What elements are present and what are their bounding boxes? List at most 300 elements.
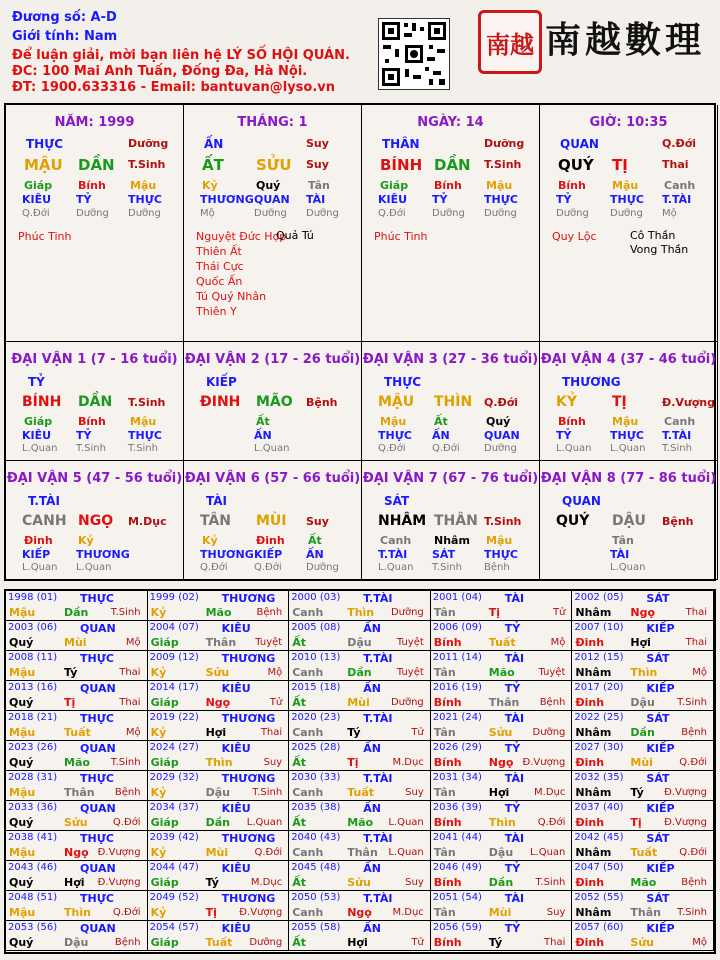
year-branch: Sửu [488,726,513,739]
year-stem: Giáp [150,876,179,889]
year-cell [6,681,148,711]
year-phase: Bệnh [681,727,707,738]
year-stem: Canh [292,606,324,619]
hidden-star: THỰC [610,429,644,442]
year-star: SÁT [646,592,670,605]
year-branch: Hợi [630,636,651,649]
stem-star: THỰC [26,137,64,151]
year-cell [148,921,290,951]
year-cell [572,651,714,681]
year-branch: Mùi [205,846,229,859]
year-label: 2005 (08) [291,622,341,633]
year-label: 2045 (48) [291,862,341,873]
year-star: TÀI [504,772,525,785]
year-cell [148,861,290,891]
year-branch: Ngọ [630,606,656,619]
year-branch: Thân [347,846,378,859]
year-star: TÀI [504,592,525,605]
pillar-3 [540,105,718,342]
year-phase: Bệnh [681,877,707,888]
year-phase: Q.Đới [537,817,566,828]
hidden-star: SÁT [432,548,456,561]
hidden-phase: Q.Đới [200,562,228,573]
luck-stem: ĐINH [200,394,241,410]
year-stem: Bính [433,816,462,829]
hidden-star: QUAN [484,429,520,442]
year-cell [431,741,573,771]
year-phase: Tuyệt [396,637,424,648]
hidden-star: TỶ [556,429,572,442]
year-branch: Tuất [630,846,658,859]
phone-email[interactable]: ĐT: 1900.633316 - Email: bantuvan@lyso.vn [12,80,336,95]
year-stem: Ất [292,756,306,769]
branch-star: Suy [306,137,329,150]
year-cell [6,801,148,831]
special-stars-red [18,229,72,244]
hidden-phase: L.Quan [556,443,592,454]
year-stem: Quý [9,756,34,769]
luck-title: ĐẠI VẬN 5 (47 - 56 tuổi) [6,471,183,486]
hidden-phase: Dưỡng [76,208,109,219]
hidden-stem: Nhâm [434,534,470,547]
year-cell [148,801,290,831]
luck-stem: QUÝ [556,513,590,529]
year-phase: Thai [685,637,707,648]
year-cell [572,621,714,651]
year-label: 2051 (54) [432,892,482,903]
luck-title: ĐẠI VẬN 7 (67 - 76 tuổi) [362,471,539,486]
year-star: ẤN [363,622,381,635]
year-branch: Dần [64,606,89,619]
luck-title: ĐẠI VẬN 1 (7 - 16 tuổi) [11,352,178,367]
hidden-stem: Canh [380,534,412,547]
year-star: SÁT [646,652,670,665]
year-cell [148,591,290,621]
year-stem: Mậu [9,666,36,679]
year-stem: Kỷ [150,846,167,859]
hidden-phase: Q.Đới [378,443,406,454]
year-label: 2034 (37) [149,802,199,813]
year-stem: Đinh [575,816,605,829]
year-label: 2001 (04) [432,592,482,603]
hidden-star: THỰC [484,548,518,561]
year-star: TỶ [504,742,521,755]
year-label: 2017 (20) [574,682,624,693]
year-star: T.TÀI [363,712,393,725]
year-star: QUAN [80,622,116,635]
year-phase: Tuyệt [538,667,566,678]
year-star: SÁT [646,832,670,845]
special-star: Quả Tú [276,229,314,242]
hidden-phase: T.Sinh [432,562,462,573]
year-label: 2042 (45) [574,832,624,843]
year-cell [431,831,573,861]
year-phase: Tử [411,727,424,738]
year-branch: Tuất [488,636,516,649]
year-label: 2038 (41) [8,832,58,843]
year-branch: Tý [64,666,78,679]
year-stem: Tân [433,726,456,739]
hidden-phase: Dưỡng [254,208,287,219]
hidden-stem: Quý [486,415,511,428]
luck-stem: TÂN [200,513,232,529]
year-phase: Dưỡng [532,727,566,738]
pillar-title: THÁNG: 1 [237,115,308,130]
year-stem: Ất [292,816,306,829]
year-phase: Mộ [125,637,141,648]
heavenly-stem: QUÝ [558,156,594,174]
year-star: T.TÀI [363,592,393,605]
hidden-star: TÀI [610,548,630,561]
year-stem: Nhâm [575,906,612,919]
pillar-0 [6,105,184,342]
year-branch: Tuất [347,786,374,799]
year-cell [572,921,714,951]
hidden-stem: Mậu [130,179,157,192]
year-star: KIẾP [646,862,675,875]
hidden-stem: Tân [308,179,330,192]
year-phase: M.Dục [250,877,283,888]
year-cell [6,711,148,741]
year-phase: Tử [552,607,566,618]
luck-branch: MÙI [256,513,287,529]
year-stem: Giáp [150,816,179,829]
hidden-phase: Dưỡng [484,443,517,454]
year-stem: Quý [9,636,34,649]
year-cell [572,831,714,861]
hidden-star: QUAN [254,193,290,206]
year-branch: Tý [488,936,503,949]
contact-note: Để luận giải, mời bạn liên hệ LÝ SỐ HỘI QUÁN. [12,48,350,63]
year-phase: Suy [263,757,283,768]
year-branch: Tuất [205,936,233,949]
year-label: 2015 (18) [291,682,341,693]
hidden-star: T.TÀI [662,429,692,442]
year-label: 2044 (47) [149,862,199,873]
year-stem: Bính [433,696,462,709]
year-cell [148,741,290,771]
year-stem: Đinh [575,756,605,769]
special-star: Phúc Tinh [18,230,72,243]
special-star: Thái Cực [196,260,244,273]
year-branch: Mão [347,816,374,829]
year-stem: Quý [9,696,34,709]
year-cell [289,591,431,621]
hidden-star: THƯƠNG [76,548,130,561]
year-star: ẤN [363,862,381,875]
year-stem: Kỷ [150,786,167,799]
year-label: 2000 (03) [291,592,341,603]
hidden-star: ẤN [254,429,272,442]
earthly-branch: DẦN [78,156,115,174]
hidden-stem: Tân [612,534,634,547]
year-star: SÁT [646,772,670,785]
year-stem: Mậu [9,726,36,739]
year-phase: T.Sinh [110,757,141,768]
year-phase: Đ.Vượng [664,817,707,828]
hidden-phase: Mộ [200,208,215,219]
year-star: THỰC [80,772,114,785]
year-label: 2041 (44) [432,832,482,843]
year-label: 2055 (58) [291,922,341,933]
year-label: 2057 (60) [574,922,624,933]
year-star: T.TÀI [363,652,393,665]
year-branch: Thân [488,696,520,709]
year-branch: Hợi [205,726,227,739]
year-cell [148,891,290,921]
earthly-branch: TỊ [612,156,628,174]
stem-star: THÂN [382,137,420,151]
year-branch: Ngọ [205,696,231,709]
qr-code-icon[interactable] [378,18,450,90]
year-cell [289,741,431,771]
year-phase: Dưỡng [390,607,424,618]
hidden-phase: L.Quan [378,562,414,573]
year-cell [148,771,290,801]
year-branch: Dần [205,816,230,829]
year-cell [572,771,714,801]
year-cell [289,891,431,921]
luck-phase: M.Dục [128,515,167,528]
year-branch: Mùi [347,696,370,709]
year-star: TÀI [504,892,525,905]
year-phase: Mộ [125,727,141,738]
year-stem: Bính [433,876,462,889]
year-label: 2027 (30) [574,742,624,753]
special-stars-red [374,229,428,244]
year-stem: Canh [292,786,324,799]
luck-phase: Suy [306,515,329,528]
luck-phase: Đ.Vượng [662,396,716,409]
year-star: KIÊU [221,682,251,695]
year-star: THỰC [80,652,114,665]
hidden-star: THỰC [378,429,412,442]
hidden-star: THƯƠNG [200,193,254,206]
year-stem: Nhâm [575,666,612,679]
hidden-stem: Bính [434,179,462,192]
year-cell [6,621,148,651]
luck-stem: BÍNH [22,394,62,410]
luck-phase: Bệnh [306,396,338,409]
year-branch: Mão [205,606,232,619]
year-phase: Mộ [267,667,283,678]
year-cell [431,771,573,801]
luck-stem: CANH [22,513,67,529]
year-star: KIÊU [221,622,251,635]
year-phase: Thai [119,667,141,678]
calligraphy-logo: 南越數理 [545,19,706,61]
year-cell [6,831,148,861]
heavenly-stem: MẬU [24,156,63,174]
special-star: Nguyệt Đức Hợp [196,230,287,243]
hidden-stem: Kỷ [202,179,218,192]
year-phase: Mộ [692,667,707,678]
earthly-branch: SỬU [256,156,292,174]
special-stars-black [630,229,688,257]
year-phase: T.Sinh [252,787,283,798]
year-star: TỶ [504,622,521,635]
year-cell [572,681,714,711]
hidden-stem: Ất [256,415,270,428]
year-star: TÀI [504,832,525,845]
year-phase: Tử [269,697,283,708]
year-phase: T.Sinh [677,697,707,708]
luck-stem: KỶ [556,394,577,410]
year-phase: Suy [405,877,424,888]
year-label: 2016 (19) [432,682,482,693]
year-cell [6,891,148,921]
hidden-star: TỶ [76,429,92,442]
year-label: 2024 (27) [149,742,199,753]
year-stem: Nhâm [575,726,612,739]
year-star: TỶ [504,922,521,935]
year-star: THỰC [80,832,114,845]
pillar-2 [362,105,540,342]
hidden-phase: L.Quan [22,562,58,573]
branch-phase: T.Sinh [128,158,166,171]
luck-star: KIẾP [206,375,237,389]
header [0,0,720,100]
year-phase: L.Quan [529,847,566,858]
hidden-phase: Dưỡng [432,208,465,219]
year-label: 2028 (31) [8,772,58,783]
year-branch: Ngọ [347,906,372,919]
year-branch: Mùi [630,756,653,769]
luck-phase: T.Sinh [128,396,166,409]
year-star: THƯƠNG [221,832,276,845]
luck-star: THỰC [384,375,422,389]
luck-branch: NGỌ [78,513,114,529]
year-stem: Mậu [9,846,36,859]
year-cell [431,711,573,741]
year-phase: L.Quan [388,847,424,858]
hidden-stem: Giáp [24,415,53,428]
year-label: 2013 (16) [8,682,58,693]
luck-branch: THÂN [434,513,478,529]
hidden-star: TỶ [76,193,92,206]
year-star: T.TÀI [363,832,393,845]
year-stem: Mậu [9,786,36,799]
year-branch: Dậu [347,636,372,649]
year-cell [572,591,714,621]
hidden-phase: Dưỡng [556,208,589,219]
luck-phase: Q.Đới [484,396,519,409]
hidden-phase: Q.Đới [378,208,406,219]
year-cell [289,771,431,801]
year-phase: Mộ [692,937,707,948]
year-phase: Q.Đới [254,847,283,858]
year-branch: Dậu [488,846,514,859]
hidden-phase: T.Sinh [128,443,158,454]
hidden-stem: Ất [308,534,322,547]
year-phase: Bệnh [256,607,283,618]
special-stars-red [552,229,597,244]
year-label: 2014 (17) [149,682,199,693]
year-stem: Kỷ [150,906,167,919]
special-star: Quy Lộc [552,230,597,243]
year-branch: Mão [488,666,515,679]
pillar-1 [184,105,362,342]
hidden-star: KIẾP [254,548,283,561]
hidden-stem: Kỷ [78,534,94,547]
year-label: 2049 (52) [149,892,199,903]
hidden-star: TỶ [432,193,448,206]
year-branch: Sửu [64,816,88,829]
hidden-star: TÀI [306,193,326,206]
year-branch: Tị [347,756,359,769]
year-stem: Tân [433,906,456,919]
pillar-title: NĂM: 1999 [54,115,135,130]
year-phase: Bệnh [539,697,566,708]
hidden-phase: Dưỡng [306,208,339,219]
year-branch: Thân [630,906,661,919]
year-phase: Đ.Vượng [97,877,141,888]
year-phase: M.Dục [534,787,566,798]
year-branch: Tý [630,786,644,799]
year-label: 2019 (22) [149,712,199,723]
luck-stem: NHÂM [378,513,427,529]
year-branch: Hợi [488,786,510,799]
hidden-star: THỰC [128,193,162,206]
pillar-title: GIỜ: 10:35 [589,115,668,130]
year-label: 2021 (24) [432,712,482,723]
year-cell [6,651,148,681]
hidden-stem: Quý [256,179,281,192]
luck-title: ĐẠI VẬN 3 (27 - 36 tuổi) [362,352,539,367]
year-cell [289,711,431,741]
hidden-stem: Mậu [612,415,639,428]
year-stem: Ất [292,936,306,949]
year-phase: Tuyệt [396,667,424,678]
year-phase: T.Sinh [677,907,707,918]
year-label: 2010 (13) [291,652,341,663]
year-cell [431,681,573,711]
year-phase: Đ.Vượng [97,847,141,858]
year-star: QUAN [80,862,116,875]
year-star: KIẾP [646,622,675,635]
luck-star: SÁT [384,494,410,508]
year-stem: Đinh [575,876,605,889]
year-label: 2046 (49) [432,862,482,873]
year-branch: Ngọ [488,756,514,769]
hidden-stem: Mậu [380,415,407,428]
hidden-stem: Mậu [486,534,513,547]
year-branch: Ngọ [64,846,89,859]
year-cell [431,801,573,831]
year-stem: Quý [9,816,34,829]
year-phase: Dưỡng [390,697,424,708]
luck-star: TÀI [206,494,228,508]
hidden-stem: Giáp [380,179,409,192]
year-phase: Suy [405,787,424,798]
year-branch: Tị [630,816,642,829]
special-star: Thiên Ất [196,245,242,258]
year-stem: Canh [292,726,324,739]
year-label: 2029 (32) [149,772,199,783]
year-stem: Bính [433,756,462,769]
year-label: 2031 (34) [432,772,482,783]
year-branch: Dậu [630,696,655,709]
year-star: SÁT [646,712,670,725]
year-label: 2050 (53) [291,892,341,903]
branch-star: Dưỡng [128,137,169,150]
year-stem: Tân [433,786,456,799]
year-branch: Tý [347,726,361,739]
year-label: 2039 (42) [149,832,199,843]
owner-name: Đương số: A-D [12,10,117,25]
special-star: Quốc Ấn [196,275,243,288]
year-branch: Mão [64,756,90,769]
